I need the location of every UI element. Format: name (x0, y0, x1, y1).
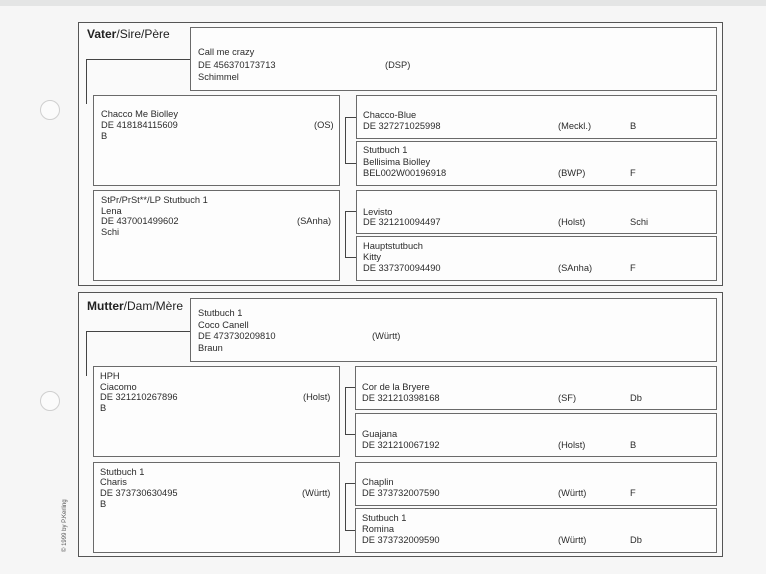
sire-ggp-2-title: Stutbuch 1 (363, 145, 408, 155)
paternal-granddam-color: Schi (101, 227, 120, 237)
sire-ggp-2-color: F (630, 168, 636, 178)
sire-ggp-1-studbook: (Meckl.) (558, 121, 592, 131)
dam-ggp-4-studbook: (Württ) (558, 535, 587, 545)
sire-ggp-4-reg-no: DE 337370094490 (363, 263, 441, 273)
paternal-grandsire-studbook: (OS) (314, 120, 334, 130)
sire-ggp-2-box (356, 141, 717, 186)
sire-connector-upper-h1 (345, 117, 356, 118)
paternal-granddam-studbook: (SAnha) (297, 216, 332, 226)
sire-connector-upper (345, 117, 346, 163)
sire-section-title: Vater/Sire/Père (87, 27, 170, 41)
dam-ggp-3-box (355, 462, 717, 506)
sire-ggp-4-box (356, 236, 717, 281)
dam-name: Coco Canell (198, 320, 249, 330)
sire-connector-upper-h2 (345, 163, 356, 164)
dam-color: Braun (198, 343, 223, 353)
top-strip (0, 0, 766, 6)
sire-ggp-4-title: Hauptstutbuch (363, 241, 423, 251)
dam-connector-main (86, 331, 87, 376)
dam-connector-lower-h2 (345, 530, 355, 531)
maternal-granddam-color: B (100, 499, 107, 509)
maternal-granddam-reg-no: DE 373730630495 (100, 488, 178, 498)
dam-studbook: (Württ) (372, 331, 401, 341)
sire-reg-no: DE 456370173713 (198, 60, 276, 70)
paternal-grandsire-reg-no: DE 418184115609 (101, 120, 178, 130)
dam-ggp-1-name: Cor de la Bryere (362, 382, 430, 392)
paternal-granddam-box (93, 190, 340, 281)
dam-connector-upper-h2 (345, 434, 355, 435)
dam-ggp-2-name: Guajana (362, 429, 398, 439)
sire-box (190, 27, 717, 91)
dam-ggp-2-color: B (630, 440, 637, 450)
sire-connector-lower-h1 (345, 211, 356, 212)
punch-hole-bottom (40, 391, 60, 411)
dam-ggp-3-name: Chaplin (362, 477, 394, 487)
maternal-grandsire-studbook: (Holst) (303, 392, 331, 402)
dam-ggp-2-studbook: (Holst) (558, 440, 586, 450)
paternal-granddam-title: StPr/PrSt**/LP Stutbuch 1 (101, 195, 208, 205)
sire-connector-main-h (86, 59, 190, 60)
sire-ggp-1-reg-no: DE 327271025998 (363, 121, 441, 131)
sire-ggp-4-name: Kitty (363, 252, 382, 262)
maternal-granddam-studbook: (Württ) (302, 488, 331, 498)
dam-ggp-1-box (355, 366, 717, 410)
sire-name: Call me crazy (198, 47, 255, 57)
sire-ggp-3-color: Schi (630, 217, 649, 227)
dam-connector-main-h (86, 331, 190, 332)
maternal-granddam-box (93, 462, 340, 553)
sire-ggp-4-color: F (630, 263, 636, 273)
maternal-granddam-name: Charis (100, 477, 127, 487)
sire-ggp-1-name: Chacco-Blue (363, 110, 417, 120)
dam-ggp-2-reg-no: DE 321210067192 (362, 440, 440, 450)
dam-ggp-4-name: Romina (362, 524, 395, 534)
maternal-grandsire-reg-no: DE 321210267896 (100, 392, 178, 402)
maternal-grandsire-box (93, 366, 340, 457)
dam-connector-upper (345, 387, 346, 434)
paternal-grandsire-box (93, 95, 340, 186)
paternal-granddam-reg-no: DE 437001499602 (101, 216, 179, 226)
sire-ggp-2-reg-no: BEL002W00196918 (363, 168, 447, 178)
sire-studbook: (DSP) (385, 60, 411, 70)
maternal-grandsire-title: HPH (100, 371, 120, 381)
maternal-granddam-title: Stutbuch 1 (100, 467, 145, 477)
sire-ggp-3-studbook: (Holst) (558, 217, 586, 227)
dam-ggp-1-studbook: (SF) (558, 393, 577, 403)
dam-box (190, 298, 717, 362)
sire-ggp-1-color: B (630, 121, 637, 131)
paternal-grandsire-name: Chacco Me Biolley (101, 109, 178, 119)
dam-ggp-4-title: Stutbuch 1 (362, 513, 407, 523)
dam-ggp-4-box (355, 508, 717, 553)
sire-connector-lower-h2 (345, 257, 356, 258)
sire-connector-main (86, 59, 87, 104)
maternal-grandsire-name: Ciacomo (100, 382, 137, 392)
sire-ggp-2-studbook: (BWP) (558, 168, 586, 178)
dam-ggp-1-reg-no: DE 321210398168 (362, 393, 440, 403)
dam-ggp-4-color: Db (630, 535, 642, 545)
copyright-note: © 1999 by P.Kerling (62, 499, 68, 552)
dam-ggp-3-studbook: (Württ) (558, 488, 587, 498)
dam-ggp-1-color: Db (630, 393, 642, 403)
sire-ggp-3-reg-no: DE 321210094497 (363, 217, 441, 227)
dam-title: Stutbuch 1 (198, 308, 243, 318)
sire-ggp-1-box (356, 95, 717, 139)
dam-connector-upper-h1 (345, 387, 355, 388)
dam-ggp-3-color: F (630, 488, 636, 498)
dam-connector-lower (345, 483, 346, 530)
sire-connector-lower (345, 211, 346, 257)
dam-connector-lower-h1 (345, 483, 355, 484)
paternal-grandsire-color: B (101, 131, 108, 141)
sire-ggp-4-studbook: (SAnha) (558, 263, 593, 273)
punch-hole-top (40, 100, 60, 120)
dam-section-title: Mutter/Dam/Mère (87, 299, 184, 313)
dam-ggp-3-reg-no: DE 373732007590 (362, 488, 440, 498)
dam-reg-no: DE 473730209810 (198, 331, 276, 341)
maternal-grandsire-color: B (100, 403, 107, 413)
dam-ggp-2-box (355, 413, 717, 457)
sire-ggp-2-name: Bellisima Biolley (363, 157, 431, 167)
sire-color: Schimmel (198, 72, 239, 82)
sire-ggp-3-box (356, 190, 717, 234)
sire-ggp-3-name: Levisto (363, 207, 393, 217)
paternal-granddam-name: Lena (101, 206, 122, 216)
dam-ggp-4-reg-no: DE 373732009590 (362, 535, 440, 545)
